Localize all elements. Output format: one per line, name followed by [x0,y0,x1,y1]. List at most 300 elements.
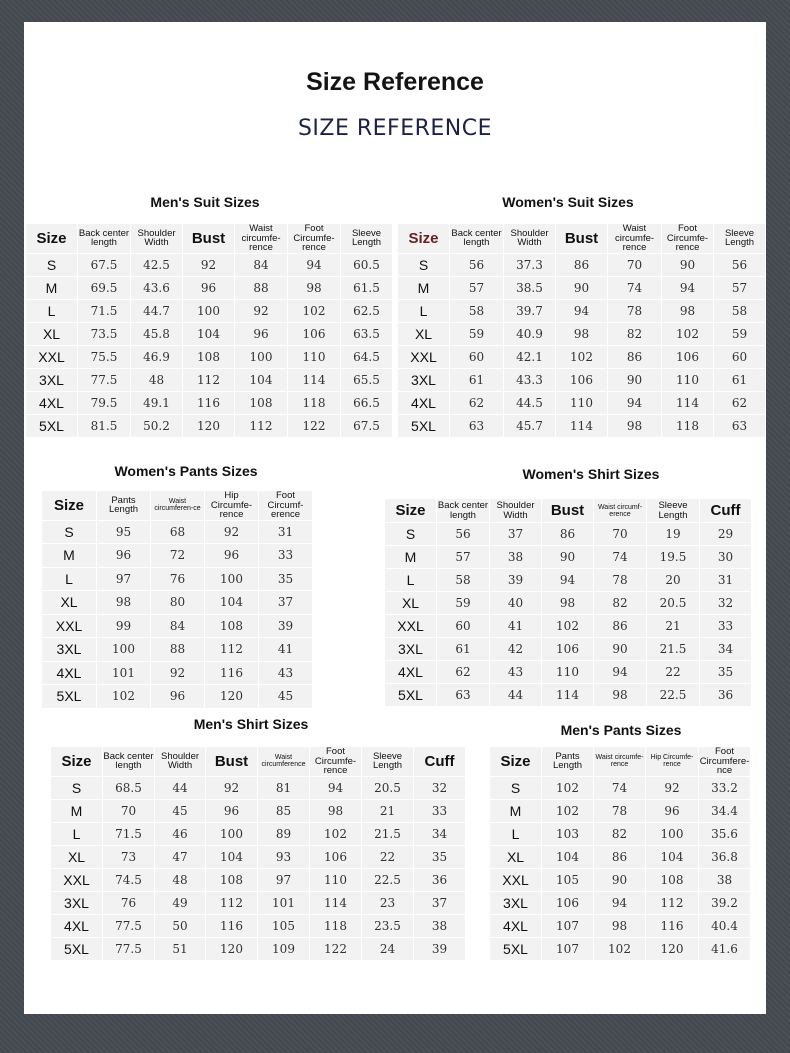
measurement-cell: 38 [490,546,542,569]
measurement-cell: 33 [700,615,752,638]
size-label: 3XL [26,368,78,391]
measurement-cell: 46 [155,822,206,845]
measurement-cell: 102 [288,299,341,322]
womens-shirt-table [384,498,752,707]
table-row [26,345,393,368]
table-row [42,638,313,662]
size-label: S [42,520,97,544]
table-row [26,276,393,299]
measurement-cell: 49 [155,891,206,914]
measurement-cell: 37.3 [504,253,556,276]
measurement-cell: 107 [542,914,594,937]
measurement-cell: 44.7 [131,299,183,322]
measurement-cell: 37 [259,591,313,615]
measurement-cell: 92 [205,520,259,544]
womens-suit-table [397,223,766,438]
measurement-cell: 61 [450,368,504,391]
measurement-cell: 94 [556,299,608,322]
measurement-cell: 21 [647,615,700,638]
measurement-cell: 110 [310,868,362,891]
measurement-cell: 98 [608,414,662,437]
measurement-cell: 122 [310,937,362,960]
measurement-cell: 90 [662,253,714,276]
mens-shirt-title: Men's Shirt Sizes [193,716,309,732]
measurement-cell: 86 [542,523,594,546]
measurement-cell: 35 [259,567,313,591]
measurement-cell: 102 [542,776,594,799]
measurement-cell: 20 [647,569,700,592]
measurement-cell: 104 [542,845,594,868]
measurement-cell: 112 [646,891,699,914]
measurement-cell: 96 [235,322,288,345]
measurement-cell: 61.5 [341,276,393,299]
measurement-cell: 86 [594,845,646,868]
measurement-cell: 71.5 [103,822,155,845]
measurement-cell: 95 [97,520,151,544]
header-row [398,224,766,254]
table-row [398,368,766,391]
size-label: XL [51,845,103,868]
measurement-cell: 34 [414,822,466,845]
measurement-cell: 76 [151,567,205,591]
measurement-cell: 104 [646,845,699,868]
table-row [490,868,751,891]
table-row [385,523,752,546]
column-header: Sleeve Length [362,747,414,777]
measurement-cell: 116 [206,914,258,937]
measurement-cell: 100 [205,567,259,591]
column-header: Shoulder Width [131,224,183,254]
table-row [398,299,766,322]
table-row [42,544,313,568]
measurement-cell: 96 [205,544,259,568]
measurement-cell: 40 [490,592,542,615]
measurement-cell: 103 [542,822,594,845]
measurement-cell: 74 [594,546,647,569]
table-row [42,520,313,544]
measurement-cell: 60 [450,345,504,368]
table-row [385,638,752,661]
table-row [26,322,393,345]
size-label: L [398,299,450,322]
measurement-cell: 92 [206,776,258,799]
measurement-cell: 40.9 [504,322,556,345]
measurement-cell: 60.5 [341,253,393,276]
measurement-cell: 43.6 [131,276,183,299]
table-row [51,868,466,891]
measurement-cell: 96 [646,799,699,822]
column-header: Pants Length [542,747,594,777]
measurement-cell: 112 [183,368,235,391]
size-label: S [398,253,450,276]
measurement-cell: 104 [235,368,288,391]
table-row [26,299,393,322]
measurement-cell: 74 [594,776,646,799]
measurement-cell: 105 [542,868,594,891]
measurement-cell: 92 [183,253,235,276]
measurement-cell: 32 [414,776,466,799]
measurement-cell: 81.5 [78,414,131,437]
mens-pants-title: Men's Pants Sizes [560,722,682,738]
table-row [385,592,752,615]
measurement-cell: 58 [437,569,490,592]
measurement-cell: 118 [662,414,714,437]
measurement-cell: 98 [662,299,714,322]
column-header: Shoulder Width [490,499,542,523]
column-header: Hip Circumfe-rence [646,747,699,777]
size-label: S [490,776,542,799]
column-header: Waist circumfe-rence [608,224,662,254]
column-header: Cuff [414,747,466,777]
column-header: Sleeve Length [647,499,700,523]
measurement-cell: 100 [646,822,699,845]
measurement-cell: 106 [288,322,341,345]
measurement-cell: 37 [414,891,466,914]
measurement-cell: 94 [542,569,594,592]
measurement-cell: 93 [258,845,310,868]
size-label: 4XL [51,914,103,937]
size-label: 5XL [42,685,97,709]
table-row [490,776,751,799]
size-label: 4XL [490,914,542,937]
measurement-cell: 60 [437,615,490,638]
table-row [385,661,752,684]
column-header: Cuff [700,499,752,523]
measurement-cell: 108 [206,868,258,891]
measurement-cell: 56 [450,253,504,276]
measurement-cell: 31 [700,569,752,592]
size-label: S [26,253,78,276]
measurement-cell: 114 [556,414,608,437]
measurement-cell: 96 [206,799,258,822]
measurement-cell: 106 [662,345,714,368]
size-label: M [26,276,78,299]
measurement-cell: 72 [151,544,205,568]
size-label: L [42,567,97,591]
table-row [385,615,752,638]
measurement-cell: 47 [155,845,206,868]
table-row [42,591,313,615]
measurement-cell: 108 [646,868,699,891]
column-header: Waist circumferen-ce [151,491,205,521]
measurement-cell: 19.5 [647,546,700,569]
table-row [490,891,751,914]
table-row [398,253,766,276]
size-label: XL [385,592,437,615]
measurement-cell: 94 [310,776,362,799]
size-label: L [490,822,542,845]
measurement-cell: 116 [183,391,235,414]
size-label: 4XL [398,391,450,414]
measurement-cell: 57 [714,276,766,299]
column-header: Bust [183,224,235,254]
size-label: M [42,544,97,568]
measurement-cell: 100 [183,299,235,322]
size-label: 3XL [398,368,450,391]
header-row [490,747,751,777]
measurement-cell: 45 [259,685,313,709]
measurement-cell: 116 [646,914,699,937]
table-row [26,253,393,276]
measurement-cell: 39 [490,569,542,592]
measurement-cell: 19 [647,523,700,546]
size-label: XXL [385,615,437,638]
measurement-cell: 20.5 [647,592,700,615]
measurement-cell: 70 [608,253,662,276]
size-label: 4XL [26,391,78,414]
measurement-cell: 116 [205,661,259,685]
measurement-cell: 90 [542,546,594,569]
header-row [385,499,752,523]
measurement-cell: 90 [594,638,647,661]
measurement-cell: 29 [700,523,752,546]
table-row [398,276,766,299]
measurement-cell: 102 [542,799,594,822]
size-label: 5XL [51,937,103,960]
mens-pants-table [489,746,751,961]
column-header: Hip Circumfe-rence [205,491,259,521]
measurement-cell: 102 [97,685,151,709]
size-label: XXL [490,868,542,891]
measurement-cell: 75.5 [78,345,131,368]
column-header: Waist circumf-erence [594,499,647,523]
column-header: Bust [206,747,258,777]
measurement-cell: 59 [450,322,504,345]
measurement-cell: 100 [206,822,258,845]
measurement-cell: 110 [662,368,714,391]
size-label: XXL [42,614,97,638]
column-header: Size [51,747,103,777]
measurement-cell: 37 [490,523,542,546]
womens-pants-title: Women's Pants Sizes [114,463,258,479]
column-header: Pants Length [97,491,151,521]
measurement-cell: 73.5 [78,322,131,345]
measurement-cell: 70 [594,523,647,546]
measurement-cell: 42 [490,638,542,661]
measurement-cell: 100 [97,638,151,662]
measurement-cell: 106 [556,368,608,391]
measurement-cell: 82 [594,592,647,615]
column-header: Bust [556,224,608,254]
measurement-cell: 85 [258,799,310,822]
measurement-cell: 39 [414,937,466,960]
measurement-cell: 68.5 [103,776,155,799]
measurement-cell: 97 [97,567,151,591]
measurement-cell: 98 [542,592,594,615]
table-row [42,614,313,638]
measurement-cell: 77.5 [103,914,155,937]
measurement-cell: 84 [235,253,288,276]
size-label: 3XL [51,891,103,914]
column-header: Foot Circumf-erence [259,491,313,521]
column-header: Foot Circumfe-rence [288,224,341,254]
measurement-cell: 77.5 [78,368,131,391]
measurement-cell: 100 [235,345,288,368]
measurement-cell: 69.5 [78,276,131,299]
size-label: 5XL [398,414,450,437]
measurement-cell: 73 [103,845,155,868]
measurement-cell: 120 [183,414,235,437]
measurement-cell: 36 [700,684,752,707]
measurement-cell: 35.6 [699,822,751,845]
measurement-cell: 106 [542,638,594,661]
measurement-cell: 78 [608,299,662,322]
table-row [26,368,393,391]
measurement-cell: 82 [608,322,662,345]
size-label: XL [42,591,97,615]
measurement-cell: 34.4 [699,799,751,822]
measurement-cell: 65.5 [341,368,393,391]
measurement-cell: 120 [205,685,259,709]
measurement-cell: 82 [594,822,646,845]
measurement-cell: 59 [714,322,766,345]
measurement-cell: 112 [235,414,288,437]
measurement-cell: 102 [310,822,362,845]
measurement-cell: 43.3 [504,368,556,391]
measurement-cell: 33 [259,544,313,568]
measurement-cell: 68 [151,520,205,544]
mens-suit-table [25,223,393,438]
header-row [26,224,393,254]
size-label: M [398,276,450,299]
column-header: Bust [542,499,594,523]
size-label: XXL [26,345,78,368]
measurement-cell: 57 [437,546,490,569]
column-header: Back center length [78,224,131,254]
measurement-cell: 92 [235,299,288,322]
column-header: Sleeve Length [714,224,766,254]
measurement-cell: 45 [155,799,206,822]
measurement-cell: 24 [362,937,414,960]
measurement-cell: 66.5 [341,391,393,414]
measurement-cell: 98 [594,684,647,707]
measurement-cell: 98 [97,591,151,615]
measurement-cell: 21.5 [362,822,414,845]
table-row [490,845,751,868]
measurement-cell: 102 [556,345,608,368]
size-label: XXL [398,345,450,368]
table-row [398,391,766,414]
column-header: Foot Circumfe-rence [662,224,714,254]
measurement-cell: 43 [259,661,313,685]
size-label: XL [398,322,450,345]
measurement-cell: 49.1 [131,391,183,414]
measurement-cell: 94 [288,253,341,276]
size-label: 5XL [26,414,78,437]
measurement-cell: 76 [103,891,155,914]
measurement-cell: 63 [450,414,504,437]
measurement-cell: 36.8 [699,845,751,868]
measurement-cell: 98 [310,799,362,822]
table-row [51,891,466,914]
measurement-cell: 90 [556,276,608,299]
measurement-cell: 71.5 [78,299,131,322]
womens-pants-table [41,490,313,709]
table-row [26,414,393,437]
measurement-cell: 77.5 [103,937,155,960]
measurement-cell: 84 [151,614,205,638]
measurement-cell: 108 [205,614,259,638]
measurement-cell: 108 [183,345,235,368]
size-label: XL [26,322,78,345]
table-row [26,391,393,414]
measurement-cell: 67.5 [78,253,131,276]
size-label: 3XL [490,891,542,914]
column-header: Waist circumfe-rence [594,747,646,777]
measurement-cell: 89 [258,822,310,845]
column-header: Waist circumfe-rence [235,224,288,254]
measurement-cell: 61 [437,638,490,661]
measurement-cell: 45.8 [131,322,183,345]
measurement-cell: 41 [259,638,313,662]
table-row [385,546,752,569]
measurement-cell: 94 [608,391,662,414]
size-label: 3XL [42,638,97,662]
measurement-cell: 64.5 [341,345,393,368]
measurement-cell: 39.2 [699,891,751,914]
header-row [51,747,466,777]
measurement-cell: 56 [714,253,766,276]
measurement-cell: 120 [646,937,699,960]
measurement-cell: 67.5 [341,414,393,437]
measurement-cell: 122 [288,414,341,437]
measurement-cell: 59 [437,592,490,615]
measurement-cell: 22 [647,661,700,684]
size-label: 4XL [42,661,97,685]
table-row [51,799,466,822]
size-label: 3XL [385,638,437,661]
measurement-cell: 48 [131,368,183,391]
table-row [51,914,466,937]
measurement-cell: 101 [258,891,310,914]
measurement-cell: 33 [414,799,466,822]
table-row [51,822,466,845]
measurement-cell: 56 [437,523,490,546]
measurement-cell: 44 [490,684,542,707]
measurement-cell: 97 [258,868,310,891]
measurement-cell: 41 [490,615,542,638]
measurement-cell: 23.5 [362,914,414,937]
measurement-cell: 102 [594,937,646,960]
size-label: 5XL [385,684,437,707]
measurement-cell: 74 [608,276,662,299]
measurement-cell: 34 [700,638,752,661]
header-row [42,491,313,521]
measurement-cell: 107 [542,937,594,960]
column-header: Sleeve Length [341,224,393,254]
measurement-cell: 79.5 [78,391,131,414]
measurement-cell: 96 [183,276,235,299]
measurement-cell: 23 [362,891,414,914]
measurement-cell: 62 [437,661,490,684]
measurement-cell: 32 [700,592,752,615]
measurement-cell: 88 [151,638,205,662]
measurement-cell: 90 [594,868,646,891]
table-row [490,937,751,960]
measurement-cell: 40.4 [699,914,751,937]
table-row [42,661,313,685]
measurement-cell: 110 [542,661,594,684]
measurement-cell: 51 [155,937,206,960]
measurement-cell: 112 [206,891,258,914]
measurement-cell: 21 [362,799,414,822]
measurement-cell: 96 [97,544,151,568]
column-header: Shoulder Width [155,747,206,777]
size-label: L [26,299,78,322]
measurement-cell: 43 [490,661,542,684]
measurement-cell: 22.5 [362,868,414,891]
table-row [51,937,466,960]
